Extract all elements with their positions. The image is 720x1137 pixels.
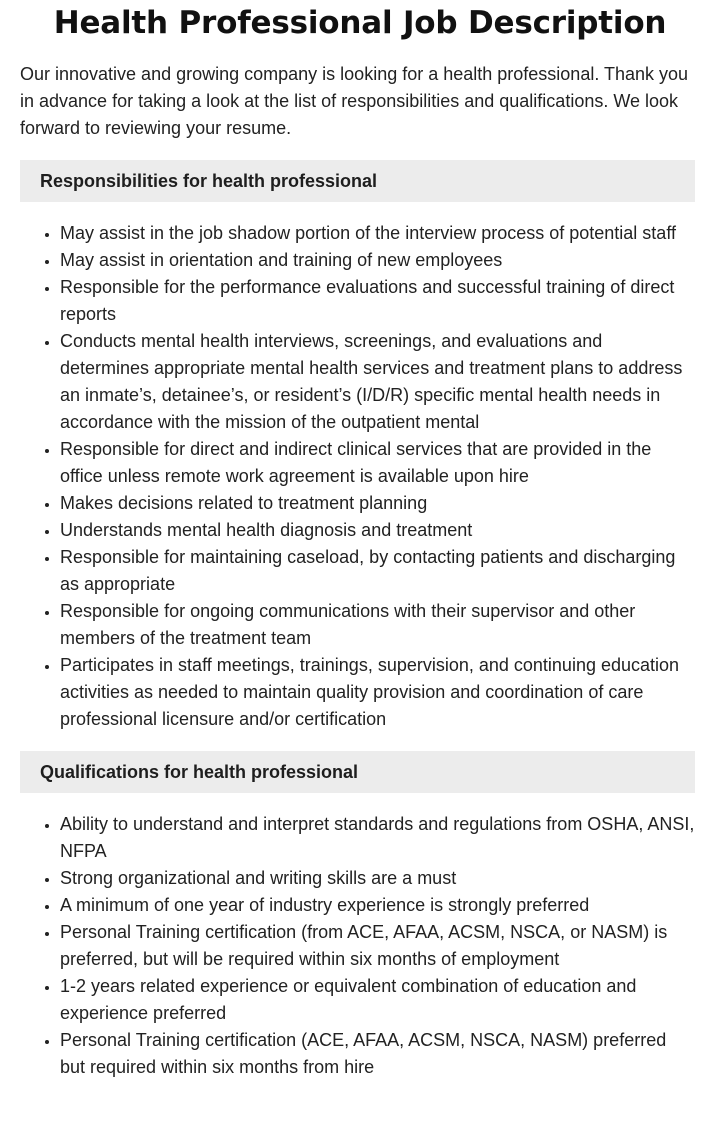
qualifications-heading: Qualifications for health professional xyxy=(20,751,695,793)
list-item: • Understands mental health diagnosis and treatment xyxy=(60,517,695,544)
list-item: • Responsible for maintaining caseload, by contacting patients and discharging as appropriate xyxy=(60,544,695,598)
list-item: • A minimum of one year of industry experience is strongly preferred xyxy=(60,892,695,919)
list-item: • Participates in staff meetings, trainings, supervision, and continuing education activities as needed to maintain quality provision and coordination of care professional licensure and/or certification xyxy=(60,652,695,733)
qualifications-list xyxy=(20,811,695,1081)
list-item: • Personal Training certification (ACE, AFAA, ACSM, NSCA, NASM) preferred but required within six months from hire xyxy=(60,1027,695,1081)
page-title: Health Professional Job Description xyxy=(53,5,667,41)
intro-paragraph: Our innovative and growing company is looking for a health professional. Thank you in advance for taking a look at the list of responsibilities and qualifications. We look forward to reviewing your resume. xyxy=(20,64,689,138)
responsibilities-list xyxy=(20,220,695,733)
list-item: • 1-2 years related experience or equivalent combination of education and experience preferred xyxy=(60,973,695,1027)
responsibilities-heading: Responsibilities for health professional xyxy=(20,160,695,202)
list-item: • Makes decisions related to treatment planning xyxy=(60,490,695,517)
list-item: • Responsible for ongoing communications with their supervisor and other members of the treatment team xyxy=(60,598,695,652)
list-item: • Ability to understand and interpret standards and regulations from OSHA, ANSI, NFPA xyxy=(60,811,695,865)
list-item: • May assist in orientation and training of new employees xyxy=(60,247,695,274)
list-item: • Personal Training certification (from ACE, AFAA, ACSM, NSCA, or NASM) is preferred, but will be required within six months of employment xyxy=(60,919,695,973)
list-item: • May assist in the job shadow portion of the interview process of potential staff xyxy=(60,220,695,247)
list-item: • Conducts mental health interviews, screenings, and evaluations and determines appropriate mental health services and treatment plans to address an inmate’s, detainee’s, or resident’s (I/D/R) specific mental health needs in accordance with the mission of the outpatient mental xyxy=(60,328,695,436)
list-item: • Responsible for the performance evaluations and successful training of direct reports xyxy=(60,274,695,328)
list-item: • Strong organizational and writing skills are a must xyxy=(60,865,695,892)
list-item: • Responsible for direct and indirect clinical services that are provided in the office unless remote work agreement is available upon hire xyxy=(60,436,695,490)
